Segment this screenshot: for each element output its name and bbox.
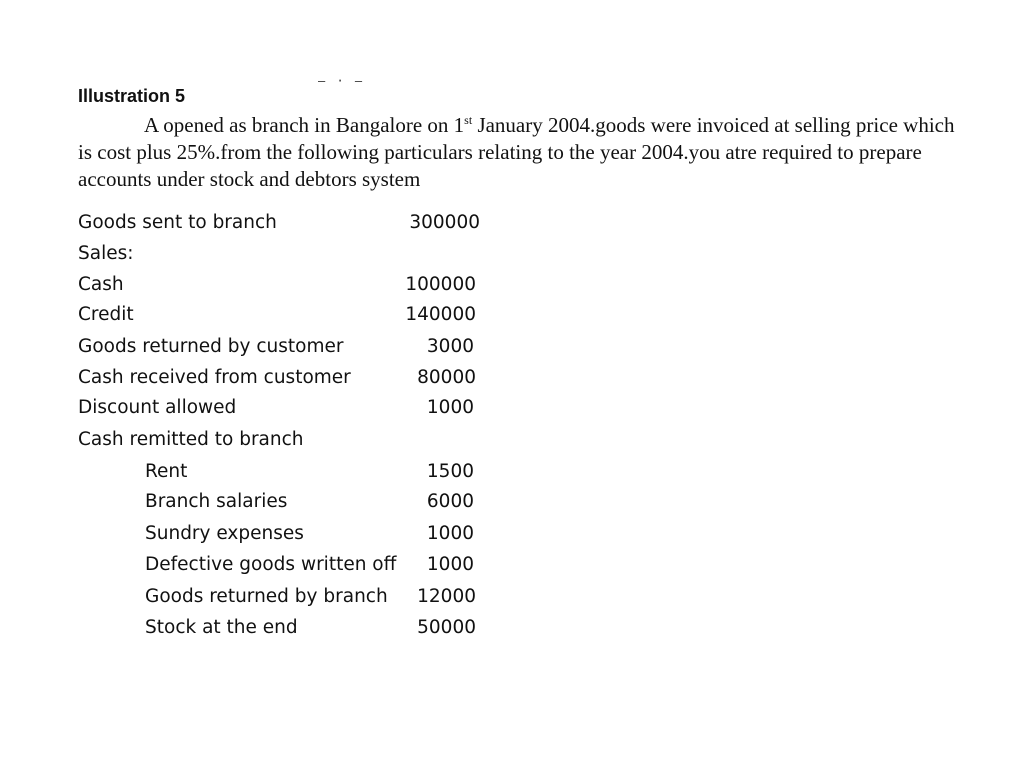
top-marks: – · – [318,74,365,88]
particular-row-sundry-expenses [0,523,1024,553]
particular-label: Sundry expenses [145,523,304,544]
particular-row-defective-goods [0,554,1024,584]
particular-row-stock-at-end [0,617,1024,647]
particular-row-cash-received [0,367,1024,397]
particular-row-credit-sales [0,304,1024,334]
particular-row-goods-sent [0,212,1024,242]
intro-paragraph [78,112,968,193]
particular-label: Branch salaries [145,491,288,512]
particular-value: 6000 [426,491,474,512]
particular-row-goods-returned-customer [0,336,1024,366]
particular-label: Stock at the end [145,617,298,638]
particular-row-cash-remitted-heading [0,429,1024,459]
particular-value: 1500 [426,461,474,482]
particular-row-goods-returned-branch [0,586,1024,616]
particular-row-rent [0,461,1024,491]
intro-text-pre: A opened as branch in Bangalore on 1 [144,113,465,137]
particular-label: Cash [78,274,124,295]
intro-superscript: st [464,113,473,127]
particular-label: Credit [78,304,134,325]
particular-label: Sales: [78,243,134,264]
illustration-title: Illustration 5 [78,86,186,106]
particular-value: 140000 [405,304,476,325]
particular-row-sales-heading [0,243,1024,273]
particular-row-branch-salaries [0,491,1024,521]
particular-label: Goods returned by branch [145,586,388,607]
particular-value: 12000 [417,586,476,607]
particular-value: 300000 [409,212,480,233]
particular-value: 1000 [426,554,474,575]
particular-value: 1000 [426,523,474,544]
particular-label: Discount allowed [78,397,237,418]
particular-row-discount-allowed [0,397,1024,427]
particular-label: Rent [145,461,188,482]
particular-label: Goods returned by customer [78,336,344,357]
particular-value: 80000 [417,367,476,388]
particular-value: 50000 [417,617,476,638]
particular-value: 100000 [405,274,476,295]
particular-row-cash-sales [0,274,1024,304]
particular-label: Defective goods written off [145,554,397,575]
intro-text-post: January 2004.goods were invoiced at selling price which is cost plus 25%.from the following particulars relating to the year 2004.you atre required to prepare accounts under stock and debtors system [78,113,955,191]
particular-label: Goods sent to branch [78,212,277,233]
particular-label: Cash received from customer [78,367,351,388]
particular-value: 3000 [426,336,474,357]
particular-label: Cash remitted to branch [78,429,304,450]
particular-value: 1000 [426,397,474,418]
